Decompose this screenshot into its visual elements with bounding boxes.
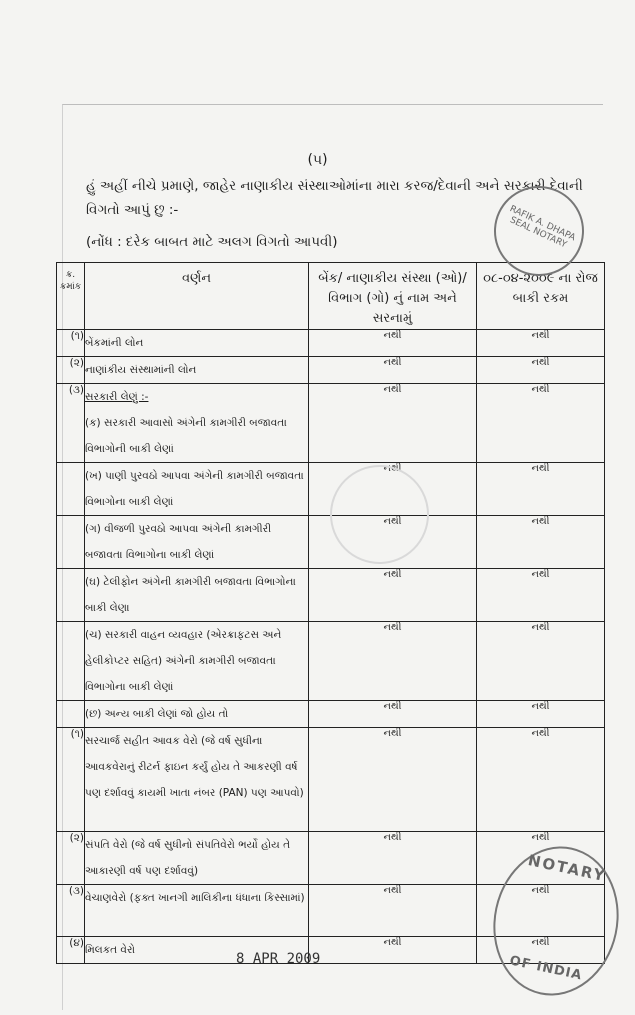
row-bank: નથી: [309, 885, 477, 937]
row-num: (૨): [57, 357, 85, 384]
row-bank: નથી: [309, 832, 477, 885]
row-amount: નથી: [477, 330, 605, 357]
row-desc: (ઘ) ટેલીફોન અંગેની કામગીરી બજાવતા વિભાગોના બાકી લેણા: [85, 569, 309, 622]
row-desc: સરચાર્જ સહીત આવક વેરો (જે વર્ષ સુધીના આવકવેરાનું રીટર્ન ફાઇન કર્યું હોય તે આકરણી વર્ષ પણ દર્શાવવું કાયમી ખાતા નંબર (PAN) પણ આપવો): [85, 728, 309, 832]
row-bank: નથી: [309, 516, 477, 569]
row-desc-group: [85, 384, 309, 463]
table-row: [57, 384, 605, 463]
note-text: (નોંધ : દરેક બાબત માટે અલગ વિગતો આપવી): [86, 234, 338, 250]
row-bank: નથી: [309, 384, 477, 463]
header-desc: વર્ણન: [85, 263, 309, 330]
row-desc: વેચાણવેરો (ફક્ત ખાનગી માલિકીના ધંધાના કિસ્સામાં): [85, 885, 309, 937]
row-bank: નથી: [309, 463, 477, 516]
intro-text: હું અહીં નીચે પ્રમાણે, જાહેર નાણાકીય સંસ્થાઓમાંના મારા કરજ/દેવાની અને સરકારી દેવાની વિગતો આપું છુ :-: [86, 178, 583, 218]
faint-seal: [330, 465, 429, 564]
notary-label: NOTARY: [526, 851, 609, 886]
row-bank: નથી: [309, 330, 477, 357]
row-num: [57, 463, 85, 516]
row-amount: નથી: [477, 569, 605, 622]
table-row: [57, 569, 605, 622]
header-num: ક્ર. ક્રમાંક: [57, 263, 85, 330]
row-num: (૩): [57, 384, 85, 463]
row-bank: નથી: [309, 357, 477, 384]
row-desc: નાણાંકીય સંસ્થામાંની લોન: [85, 357, 309, 384]
row-desc: (ચ) સરકારી વાહન વ્યવહાર (એરક્રાફટસ અને હેલીકોપ્ટર સહિત) અંગેની કામગીરી બજાવતા વિભાગોના બાકી લેણાં: [85, 622, 309, 701]
row-amount: નથી: [477, 357, 605, 384]
row-bank: નથી: [309, 937, 477, 964]
row-num: (૧): [57, 728, 85, 832]
row-bank: નથી: [309, 622, 477, 701]
row-bank: નથી: [309, 728, 477, 832]
table-row: [57, 701, 605, 728]
row-num: [57, 701, 85, 728]
of-india-label: OF INDIA: [508, 953, 584, 984]
table-row: [57, 728, 605, 832]
row-amount: નથી: [477, 463, 605, 516]
row-amount: નથી: [477, 832, 605, 885]
row-desc: (છ) અન્ય બાકી લેણાં જો હોય તો: [85, 701, 309, 728]
row-desc: સંપતિ વેરો (જે વર્ષ સુધીનો સંપતિવેરો ભર્યો હોય તે આકારણી વર્ષ પણ દર્શાવવું): [85, 832, 309, 885]
page-number: (૫): [307, 152, 328, 168]
row-desc: બેંકમાંની લોન: [85, 330, 309, 357]
row-num: [57, 516, 85, 569]
row-amount: નથી: [477, 937, 605, 964]
row-num: (૪): [57, 937, 85, 964]
row-desc: મિલકત વેરો: [85, 937, 309, 964]
seal-top-text: RAFIK A. DHAPA SEAL NOTARY: [507, 204, 577, 251]
row-amount: નથી: [477, 384, 605, 463]
row-amount: નથી: [477, 516, 605, 569]
row-bank: નથી: [309, 569, 477, 622]
row-amount: નથી: [477, 701, 605, 728]
table-row: [57, 330, 605, 357]
table-row: [57, 357, 605, 384]
row-num: [57, 569, 85, 622]
header-bank: બેંક/ નાણાકીય સંસ્થા (ઓ)/વિભાગ (ગો) નું નામ અને સરનામું: [309, 263, 477, 330]
row-bank: નથી: [309, 701, 477, 728]
row-amount: નથી: [477, 728, 605, 832]
row-num: [57, 622, 85, 701]
row-desc: (ગ) વીજળી પુરવઠો આપવા અંગેની કામગીરી બજાવતા વિભાગોના બાકી લેણાં: [85, 516, 309, 569]
row-desc: (ખ) પાણી પુરવઠો આપવા અંગેની કામગીરી બજાવતા વિભાગોના બાકી લેણાં: [85, 463, 309, 516]
row-amount: નથી: [477, 885, 605, 937]
row-num: (૨): [57, 832, 85, 885]
table-row: [57, 622, 605, 701]
row-num: (૩): [57, 885, 85, 937]
date-stamp: 8 APR 2009: [236, 951, 321, 967]
row-num: (૧): [57, 330, 85, 357]
row-amount: નથી: [477, 622, 605, 701]
header-amount: ૦૮-૦૪-૨૦૦૯ ના રોજ બાકી રકમ: [477, 263, 605, 330]
government-dues-heading: સરકારી લેણું :-: [85, 391, 149, 403]
row-desc-sub: (ક) સરકારી આવાસો અંગેની કામગીરી બજાવતા વિભાગોની બાકી લેણાં: [85, 417, 287, 455]
